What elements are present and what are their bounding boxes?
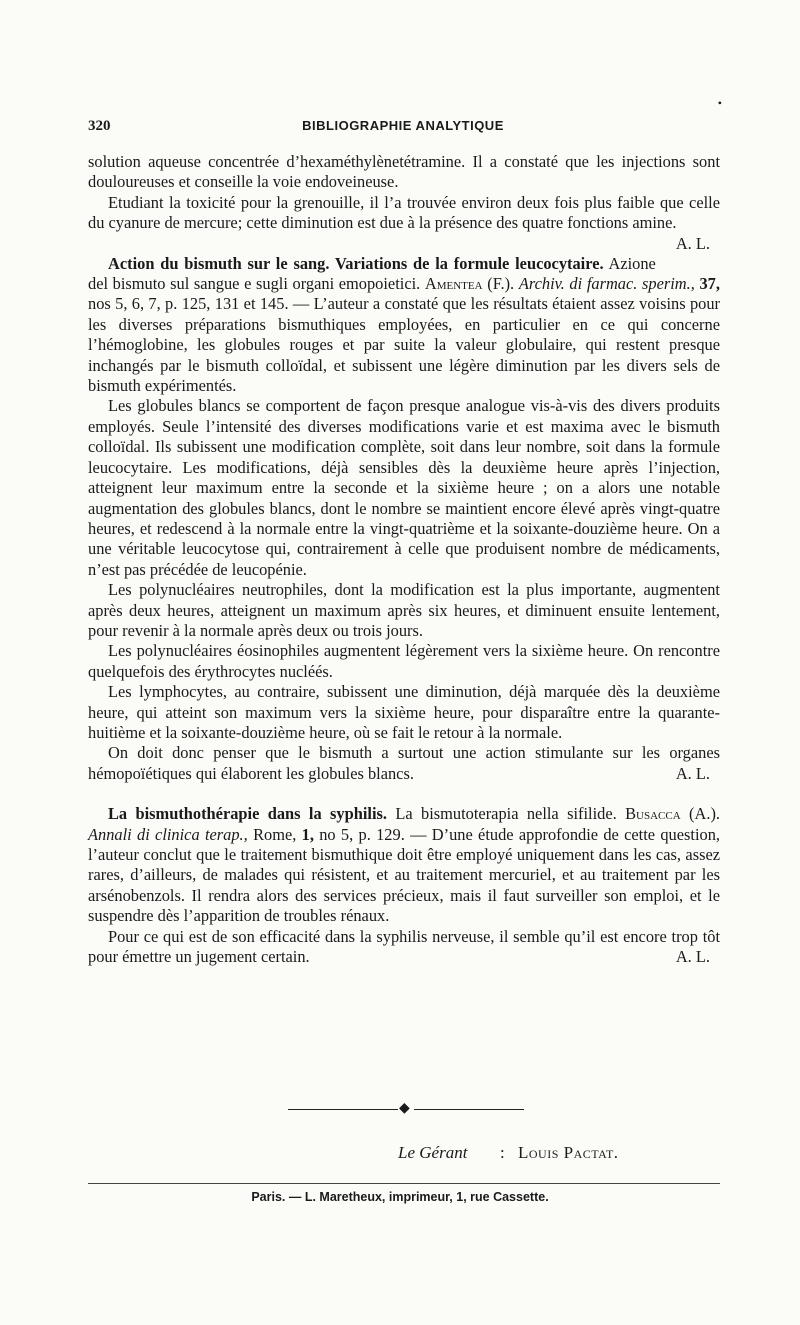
entry-author-initial: (A.).	[689, 804, 720, 824]
entry-citation	[88, 254, 720, 397]
entry-citation	[88, 804, 720, 926]
entry-paragraph-2	[88, 927, 720, 968]
entry-place: Rome,	[253, 824, 297, 844]
entry-paragraph-1: — L’auteur a constaté que les résultats étaient assez voisins pour les diverses préparations bismuthiques employées, en particulier en ce qui concerne l’hémoglobine, les globules rouges et par suite la valeur globulaire, qui restent presque inchangés par le bismuth colloïdal, et subissent une légère diminution par les divers sels de bismuth expérimentés.	[88, 294, 720, 396]
printer-imprint: Paris. — L. Maretheux, imprimeur, 1, rue Cassette.	[251, 1190, 549, 1204]
running-header	[88, 96, 722, 138]
footer-rule	[88, 1183, 720, 1184]
section-separator	[288, 1103, 524, 1117]
entry-paragraph-6-text: On doit donc penser que le bismuth a surtout une action stimulante sur les organes hémopoïétiques qui élaborent les globules blancs.	[88, 743, 720, 783]
signature: A. L.	[675, 947, 710, 967]
entry-paragraph-6	[88, 743, 720, 784]
entry-subtitle: Azione del bismuto sul sangue e sugli organi emopoietici.	[88, 253, 656, 294]
page-number: 320	[88, 118, 111, 134]
entry-author: Amentea	[424, 274, 483, 294]
corner-mark: •	[717, 96, 722, 110]
entry-paragraph-5: Les lymphocytes, au contraire, subissent une diminution, déjà marquée dès la deuxième heure, qui atteint son maximum vers la sixième heure, pour disparaître entre la quarante-huitième et la soixante-douzième heure, où se fait le retour à la normale.	[88, 682, 720, 742]
entry-bismuth-syphilis	[88, 804, 720, 967]
entry-author-initial: (F.).	[487, 274, 515, 294]
running-title: BIBLIOGRAPHIE ANALYTIQUE	[302, 118, 504, 133]
entry-journal: Archiv. di farmac. sperim.,	[518, 274, 695, 294]
gerant-label: Le Gérant	[398, 1143, 468, 1162]
separator-line-right	[414, 1109, 524, 1110]
entry-paragraph-2-text: Pour ce qui est de son efficacité dans la syphilis nerveuse, il semble qu’il est encore trop tôt pour émettre un jugement certain.	[88, 926, 720, 967]
entry-paragraph-3: Les polynucléaires neutrophiles, dont la modification est la plus importante, augmentent après deux heures, atteignent un maximum après six heures, et diminuent ensuite lentement, pour revenir à la normale après deux ou trois jours.	[88, 580, 720, 640]
entry-issue: nos 5, 6, 7, p. 125, 131 et 145.	[88, 294, 289, 314]
entry-bismuth-blood	[88, 254, 720, 785]
entry-paragraph-2: Les globules blancs se comportent de façon presque analogue vis-à-vis des divers produits employés. Seule l’intensité des diverses modifications varie et est maxima avec le bismuth colloïdal. Ils subissent une modification complète, soit dans leur nombre, soit dans la formule leucocytaire. Les modifications, déjà sensibles dès la deuxième heure après l’injection, atteignent leur maximum entre la seconde et la sixième heure ; on a alors une notable augmentation des globules blancs, dont le nombre se maintient encore élevé après vingt-quatre heures, et redescend à la normale entre la vingt-quatrième et la soixante-douzième heure. On a une véritable leucocytose qui, contrairement à celle que produisent nombre de médicaments, n’est pas précédée de leucopénie.	[88, 396, 720, 579]
entry-paragraph-4: Les polynucléaires éosinophiles augmentent légèrement vers la sixième heure. On rencontre quelquefois des érythrocytes nucléés.	[88, 641, 720, 681]
signature: A. L.	[675, 763, 710, 783]
entry-subtitle: La bismutoterapia nella sifilide.	[395, 804, 617, 824]
intro-paragraph	[88, 192, 720, 253]
entry-title: La bismuthothérapie dans la syphilis.	[108, 804, 387, 824]
body-text	[88, 152, 720, 967]
entry-paragraph-1: D’une étude approfondie de cette question, l’auteur conclut que le traitement bismuthique doit être employé uniquement dans les cas, assez rares, d’ailleurs, de malades qui résistent, et au traitement mercuriel, et au traitement par les arsénobenzols. Il rendra alors des services précieux, mais il faut surveiller son emploi, et le suspendre dès l’apparition de troubles rénaux.	[88, 824, 720, 926]
entry-volume: 37,	[699, 274, 720, 294]
intro-continuation: solution aqueuse concentrée d’hexaméthylènetétramine. Il a constaté que les injections sont douloureuses et conseille la voie endoveineuse.	[88, 152, 720, 192]
separator-line-left	[288, 1109, 398, 1110]
entry-issue: no 5, p. 129. —	[319, 824, 427, 844]
gerant-colon: :	[500, 1143, 505, 1162]
signature: A. L.	[675, 233, 710, 253]
entry-title: Action du bismuth sur le sang. Variations de la formule leucocytaire.	[108, 253, 604, 273]
diamond-ornament-icon: ◆	[399, 1101, 410, 1116]
entry-volume: 1,	[301, 824, 314, 844]
entry-journal: Annali di clinica terap.,	[88, 824, 248, 844]
gerant-name: Louis Pactat.	[518, 1143, 619, 1162]
entry-author: Busacca	[625, 804, 681, 824]
intro-paragraph-text: Etudiant la toxicité pour la grenouille, il l’a trouvée environ deux fois plus faible que celle du cyanure de mercure; cette diminution est due à la présence des quatre fonctions amine.	[88, 192, 720, 233]
